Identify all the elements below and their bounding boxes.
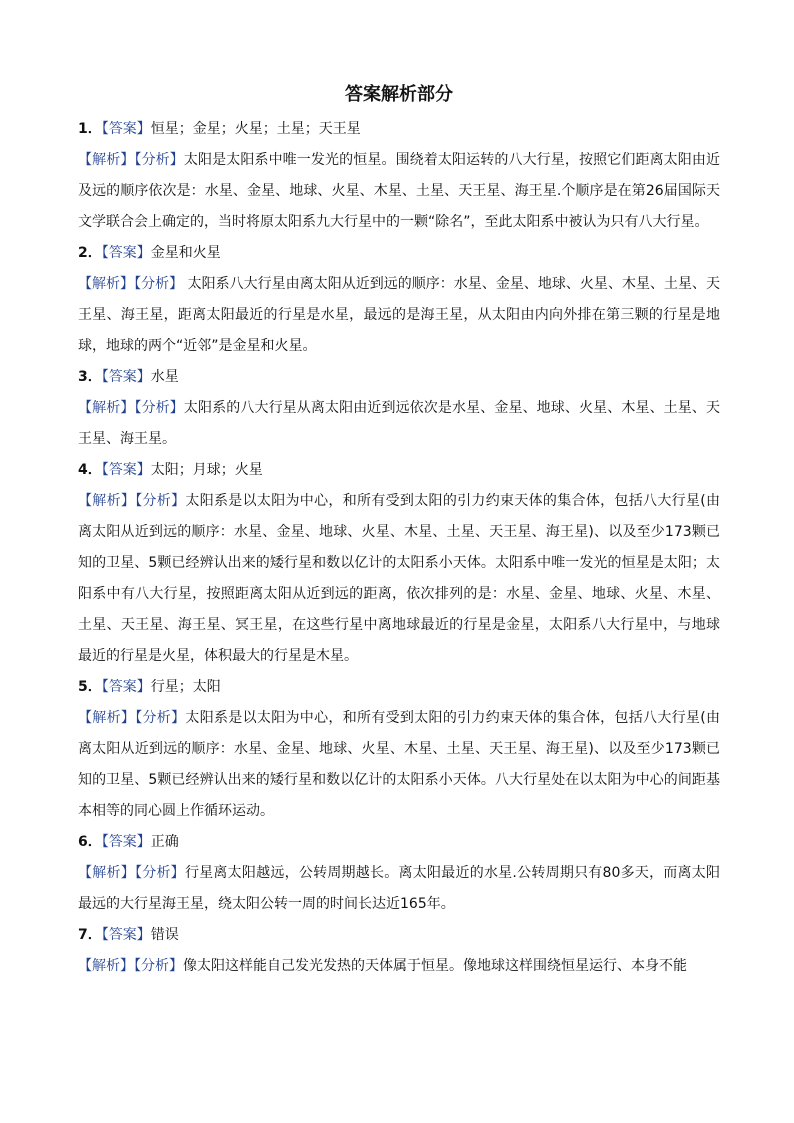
analysis-paragraph (78, 145, 720, 238)
analysis-tag: 【解析】 (78, 958, 134, 974)
answer-text: 金星和火星 (150, 245, 221, 261)
analysis-tag: 【解析】 (78, 710, 136, 726)
answer-item (78, 827, 720, 920)
answer-line (78, 114, 720, 145)
analysis-paragraph (78, 393, 720, 455)
fenxi-tag: 【分析】 (134, 865, 185, 881)
answer-tag: 【答案】 (101, 369, 151, 385)
question-number: 6． (78, 834, 102, 850)
answer-text: 错误 (150, 927, 179, 943)
question-number: 5． (78, 679, 102, 695)
answer-tag: 【答案】 (101, 927, 151, 943)
question-number: 7． (78, 927, 102, 943)
analysis-paragraph (78, 269, 720, 362)
fenxi-tag: 【分析】 (135, 493, 186, 509)
question-number: 3． (78, 369, 102, 385)
answer-tag: 【答案】 (101, 462, 151, 478)
analysis-tag: 【解析】 (78, 400, 135, 416)
answer-tag: 【答案】 (101, 679, 151, 695)
fenxi-tag: 【分析】 (134, 400, 184, 416)
answer-item (78, 920, 720, 982)
answer-item (78, 238, 720, 362)
fenxi-tag: 【分析】 (134, 276, 184, 292)
analysis-text: 太阳是太阳系中唯一发光的恒星。围绕着太阳运转的八大行星，按照它们距离太阳由近及远的顺序依次是：水星、金星、地球、火星、木星、土星、天王星、海王星.个顺序是在第26届国际天文学联合会上确定的，当时将原太阳系九大行星中的一颗“除名”，至此太阳系中被认为只有八大行星。 (78, 152, 721, 230)
analysis-text: 太阳系的八大行星从离太阳由近到远依次是水星、金星、地球、火星、木星、土星、天王星、海王星。 (78, 400, 721, 447)
answer-item (78, 114, 720, 238)
question-number: 2． (78, 245, 102, 261)
answer-line (78, 455, 720, 486)
answer-text: 行星；太阳 (150, 679, 221, 695)
answer-tag: 【答案】 (101, 121, 151, 137)
answer-line (78, 672, 720, 703)
analysis-text: 太阳系是以太阳为中心，和所有受到太阳的引力约束天体的集合体，包括八大行星(由离太阳从近到远的顺序：水星、金星、地球、火星、木星、土星、天王星、海王星)、以及至少173颗已知的卫星、5颗已经辨认出来的矮行星和数以亿计的太阳系小天体。八大行星处在以太阳为中心的间距基本相等的同心圆上作循环运动。 (78, 710, 720, 819)
analysis-text: 太阳系八大行星由离太阳从近到远的顺序：水星、金星、地球、火星、木星、土星、天王星、海王星，距离太阳最近的行星是水星，最远的是海王星，从太阳由内向外排在第三颗的行星是地球，地球的两个“近邻”是金星和火星。 (78, 276, 721, 354)
answer-tag: 【答案】 (101, 834, 151, 850)
analysis-tag: 【解析】 (78, 276, 135, 292)
answer-line (78, 920, 720, 951)
question-number: 1． (78, 121, 102, 137)
answer-item (78, 362, 720, 455)
answer-section (78, 82, 720, 982)
analysis-paragraph (78, 951, 720, 982)
fenxi-tag: 【分析】 (134, 152, 184, 168)
answer-item (78, 455, 720, 672)
answer-text: 太阳；月球；火星 (150, 462, 263, 478)
question-number: 4． (78, 462, 102, 478)
analysis-tag: 【解析】 (78, 493, 136, 509)
answer-list (78, 114, 720, 982)
analysis-paragraph (78, 703, 720, 827)
analysis-tag: 【解析】 (78, 152, 135, 168)
fenxi-tag: 【分析】 (134, 958, 183, 974)
answer-text: 水星 (150, 369, 179, 385)
answer-line (78, 827, 720, 858)
analysis-text: 太阳系是以太阳为中心，和所有受到太阳的引力约束天体的集合体，包括八大行星(由离太阳从近到远的顺序：水星、金星、地球、火星、木星、土星、天王星、海王星)、以及至少173颗已知的卫星、5颗已经辨认出来的矮行星和数以亿计的太阳系小天体。太阳系中唯一发光的恒星是太阳；太阳系中有八大行星，按照距离太阳从近到远的距离，依次排列的是：水星、金星、地球、火星、木星、土星、天王星、海王星、冥王星，在这些行星中离地球最近的行星是金星，太阳系八大行星中，与地球最近的行星是火星，体积最大的行星是木星。 (78, 493, 720, 664)
answer-text: 正确 (150, 834, 179, 850)
analysis-tag: 【解析】 (78, 865, 135, 881)
analysis-text: 行星离太阳越远，公转周期越长。离太阳最近的水星.公转周期只有80多天，而离太阳最远的大行星海王星，绕太阳公转一周的时间长达近165年。 (78, 865, 721, 912)
page-title: 答案解析部分 (345, 84, 453, 105)
analysis-paragraph (78, 486, 720, 672)
answer-text: 恒星；金星；火星；土星；天王星 (150, 121, 361, 137)
analysis-paragraph (78, 858, 720, 920)
answer-line (78, 238, 720, 269)
analysis-text: 像太阳这样能自己发光发热的天体属于恒星。像地球这样围绕恒星运行、本身不能 (183, 958, 687, 974)
answer-item (78, 672, 720, 827)
answer-tag: 【答案】 (101, 245, 151, 261)
answer-line (78, 362, 720, 393)
fenxi-tag: 【分析】 (135, 710, 186, 726)
